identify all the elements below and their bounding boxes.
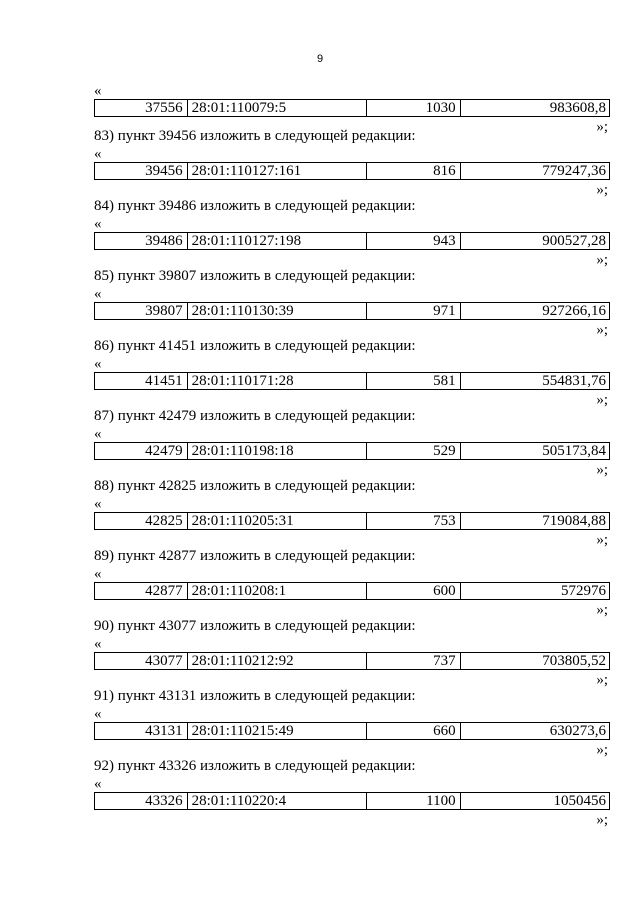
amendment-list xyxy=(94,130,610,830)
cell-item-number: 39486 xyxy=(145,233,183,249)
cell-value: 983608,8 xyxy=(460,100,609,116)
opening-quote: « xyxy=(94,216,102,232)
table-row xyxy=(94,652,610,670)
opening-quote: « xyxy=(94,286,102,302)
table-row xyxy=(94,442,610,460)
cell-area: 600 xyxy=(366,583,460,599)
table-row xyxy=(94,99,610,117)
amendment-entry xyxy=(94,340,610,410)
cell-area: 660 xyxy=(366,723,460,739)
cell-area: 529 xyxy=(366,443,460,459)
closing-quote: »; xyxy=(596,462,608,478)
cell-cadastral-number: 28:01:110212:92 xyxy=(187,653,366,669)
closing-quote: »; xyxy=(596,392,608,408)
cell-cadastral-number: 28:01:110127:198 xyxy=(187,233,366,249)
amendment-entry xyxy=(94,480,610,550)
cell-value: 630273,6 xyxy=(460,723,609,739)
cell-item-number: 39807 xyxy=(145,303,183,319)
opening-quote: « xyxy=(94,776,102,792)
table-row xyxy=(94,232,610,250)
closing-quote: »; xyxy=(596,742,608,758)
opening-quote: « xyxy=(94,636,102,652)
cell-value: 900527,28 xyxy=(460,233,609,249)
cell-item-number: 39456 xyxy=(145,163,183,179)
cell-item-number: 42479 xyxy=(145,443,183,459)
document-body xyxy=(94,83,610,830)
amendment-entry xyxy=(94,620,610,690)
cell-cadastral-number: 28:01:110215:49 xyxy=(187,723,366,739)
table-row xyxy=(94,512,610,530)
table-row xyxy=(94,792,610,810)
opening-quote: « xyxy=(94,496,102,512)
cell-value: 703805,52 xyxy=(460,653,609,669)
closing-quote: »; xyxy=(596,322,608,338)
opening-quote: « xyxy=(94,83,102,99)
cell-item-number: 43326 xyxy=(145,793,183,809)
amendment-entry xyxy=(94,760,610,830)
cell-area: 943 xyxy=(366,233,460,249)
amendment-instruction: 84) пункт 39486 изложить в следующей редакции: xyxy=(94,198,416,214)
closing-quote: »; xyxy=(596,532,608,548)
table-row xyxy=(94,582,610,600)
cell-cadastral-number: 28:01:110127:161 xyxy=(187,163,366,179)
cell-value: 572976 xyxy=(460,583,609,599)
cell-cadastral-number: 28:01:110208:1 xyxy=(187,583,366,599)
page-number: 9 xyxy=(316,53,324,65)
closing-quote: »; xyxy=(596,252,608,268)
cell-area: 1100 xyxy=(366,793,460,809)
amendment-instruction: 86) пункт 41451 изложить в следующей редакции: xyxy=(94,338,416,354)
cell-value: 1050456 xyxy=(460,793,609,809)
amendment-entry xyxy=(94,410,610,480)
amendment-instruction: 88) пункт 42825 изложить в следующей редакции: xyxy=(94,478,416,494)
table-row xyxy=(94,372,610,390)
cell-cadastral-number: 28:01:110171:28 xyxy=(187,373,366,389)
opening-quote: « xyxy=(94,356,102,372)
cell-area: 1030 xyxy=(366,100,460,116)
amendment-continuation xyxy=(94,83,610,135)
amendment-instruction: 92) пункт 43326 изложить в следующей редакции: xyxy=(94,758,416,774)
opening-quote: « xyxy=(94,706,102,722)
cell-value: 719084,88 xyxy=(460,513,609,529)
cell-value: 927266,16 xyxy=(460,303,609,319)
closing-quote: »; xyxy=(596,672,608,688)
amendment-instruction: 91) пункт 43131 изложить в следующей редакции: xyxy=(94,688,416,704)
cell-item-number: 42825 xyxy=(145,513,183,529)
cell-area: 581 xyxy=(366,373,460,389)
cell-value: 779247,36 xyxy=(460,163,609,179)
closing-quote: »; xyxy=(596,182,608,198)
cell-item-number: 43131 xyxy=(145,723,183,739)
amendment-instruction: 87) пункт 42479 изложить в следующей редакции: xyxy=(94,408,416,424)
table-row xyxy=(94,302,610,320)
cell-area: 737 xyxy=(366,653,460,669)
closing-quote: »; xyxy=(596,812,608,828)
amendment-entry xyxy=(94,550,610,620)
amendment-entry xyxy=(94,130,610,200)
cell-cadastral-number: 28:01:110198:18 xyxy=(187,443,366,459)
cell-item-number: 37556 xyxy=(145,100,183,116)
table-row xyxy=(94,162,610,180)
amendment-instruction: 85) пункт 39807 изложить в следующей редакции: xyxy=(94,268,416,284)
cell-cadastral-number: 28:01:110130:39 xyxy=(187,303,366,319)
amendment-entry xyxy=(94,690,610,760)
cell-value: 554831,76 xyxy=(460,373,609,389)
opening-quote: « xyxy=(94,146,102,162)
amendment-entry xyxy=(94,200,610,270)
closing-quote: »; xyxy=(596,602,608,618)
amendment-instruction: 89) пункт 42877 изложить в следующей редакции: xyxy=(94,548,416,564)
table-row xyxy=(94,722,610,740)
cell-item-number: 42877 xyxy=(145,583,183,599)
amendment-instruction: 83) пункт 39456 изложить в следующей редакции: xyxy=(94,128,416,144)
cell-cadastral-number: 28:01:110205:31 xyxy=(187,513,366,529)
opening-quote: « xyxy=(94,566,102,582)
cell-item-number: 41451 xyxy=(145,373,183,389)
cell-area: 753 xyxy=(366,513,460,529)
cell-area: 816 xyxy=(366,163,460,179)
amendment-instruction: 90) пункт 43077 изложить в следующей редакции: xyxy=(94,618,416,634)
cell-value: 505173,84 xyxy=(460,443,609,459)
cell-cadastral-number: 28:01:110220:4 xyxy=(187,793,366,809)
amendment-entry xyxy=(94,270,610,340)
cell-cadastral-number: 28:01:110079:5 xyxy=(187,100,366,116)
opening-quote: « xyxy=(94,426,102,442)
closing-quote: »; xyxy=(596,119,608,135)
cell-item-number: 43077 xyxy=(145,653,183,669)
cell-area: 971 xyxy=(366,303,460,319)
